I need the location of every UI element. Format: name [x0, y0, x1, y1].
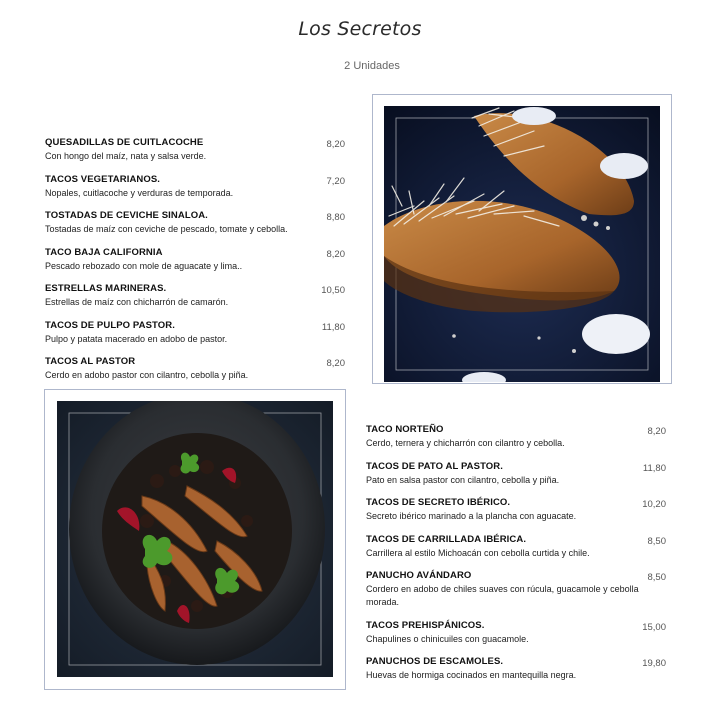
- dish-price: 7,20: [326, 175, 345, 187]
- dish-price: 11,80: [321, 321, 345, 333]
- menu-item: [366, 570, 666, 609]
- menu-item: [45, 320, 345, 346]
- dish-price: 8,20: [647, 426, 666, 437]
- dish-price: 8,20: [326, 248, 345, 260]
- dish-description: Secreto ibérico marinado a la plancha con aguacate.: [366, 511, 577, 521]
- dish-description: Cerdo, ternera y chicharrón con cilantro y cebolla.: [366, 438, 565, 448]
- photo-frame-quesadillas: [372, 94, 672, 384]
- dish-name: TACOS DE PULPO PASTOR.: [45, 319, 175, 331]
- dish-price: 8,80: [326, 212, 345, 223]
- menu-item: [45, 356, 345, 382]
- dish-name: TACOS PREHISPÁNICOS.: [366, 619, 485, 631]
- dish-description: Estrellas de maíz con chicharrón de camarón.: [45, 297, 229, 307]
- menu-item: [366, 534, 666, 560]
- menu-item: [45, 283, 345, 309]
- dish-name: TACOS VEGETARIANOS.: [45, 173, 161, 185]
- dish-description: Pulpo y patata macerado en adobo de pastor.: [45, 333, 228, 344]
- dish-price: 8,50: [647, 572, 666, 583]
- menu-list-bottom: [366, 424, 666, 693]
- dish-name: QUESADILLAS DE CUITLACOCHE: [45, 137, 204, 148]
- page-title: Los Secretos: [298, 18, 422, 40]
- dish-price: 15,00: [642, 621, 666, 633]
- dish-price: 19,80: [642, 658, 666, 669]
- dish-description: Carrillera al estilo Michoacán con cebolla curtida y chile.: [366, 547, 590, 558]
- dish-description: Pato en salsa pastor con cilantro, cebolla y piña.: [366, 474, 560, 485]
- dish-name: TACOS DE SECRETO IBÉRICO.: [366, 497, 511, 508]
- dish-name: TACOS AL PASTOR: [45, 356, 136, 367]
- menu-item: [45, 210, 345, 236]
- dish-name: TACO NORTEÑO: [366, 424, 444, 435]
- menu-item: [45, 174, 345, 200]
- page-subtitle: 2 Unidades: [344, 60, 400, 72]
- molcajete-photo: [57, 401, 333, 677]
- menu-item: [366, 461, 666, 487]
- dish-name: PANUCHO AVÁNDARO: [366, 570, 472, 581]
- dish-price: 10,50: [321, 285, 345, 296]
- menu-item: [45, 137, 345, 163]
- dish-description: Huevas de hormiga cocinados en mantequilla negra.: [366, 670, 577, 680]
- dish-description: Tostadas de maíz con ceviche de pescado, tomate y cebolla.: [45, 224, 288, 234]
- menu-item: [45, 247, 345, 273]
- dish-description: Chapulines o chinicuiles con guacamole.: [366, 633, 529, 644]
- photo-frame-molcajete: [44, 389, 346, 690]
- dish-description: Con hongo del maíz, nata y salsa verde.: [45, 151, 207, 161]
- menu-item: [366, 620, 666, 646]
- menu-item: [366, 656, 666, 682]
- menu-list-top: [45, 137, 345, 393]
- dish-name: TACOS DE CARRILLADA IBÉRICA.: [366, 533, 527, 545]
- dish-price: 10,20: [642, 499, 666, 510]
- dish-price: 8,20: [326, 358, 345, 369]
- dish-name: TOSTADAS DE CEVICHE SINALOA.: [45, 210, 208, 221]
- dish-price: 11,80: [642, 462, 666, 474]
- dish-description: Cerdo en adobo pastor con cilantro, cebolla y piña.: [45, 370, 249, 380]
- dish-name: TACOS DE PATO AL PASTOR.: [366, 460, 503, 472]
- quesadillas-illustration: [384, 106, 660, 382]
- quesadillas-photo: [384, 106, 660, 382]
- dish-description: Cordero en adobo de chiles suaves con rúcula, guacamole y cebolla morada.: [366, 584, 639, 607]
- dish-description: Pescado rebozado con mole de aguacate y lima..: [45, 260, 243, 271]
- menu-item: [366, 497, 666, 523]
- menu-item: [366, 424, 666, 450]
- dish-price: 8,50: [647, 535, 666, 547]
- dish-name: ESTRELLAS MARINERAS.: [45, 283, 167, 294]
- dish-description: Nopales, cuitlacoche y verduras de temporada.: [45, 187, 234, 198]
- dish-price: 8,20: [326, 139, 345, 150]
- dish-name: PANUCHOS DE ESCAMOLES.: [366, 656, 504, 667]
- dish-name: TACO BAJA CALIFORNIA: [45, 246, 163, 258]
- molcajete-illustration: [57, 401, 333, 677]
